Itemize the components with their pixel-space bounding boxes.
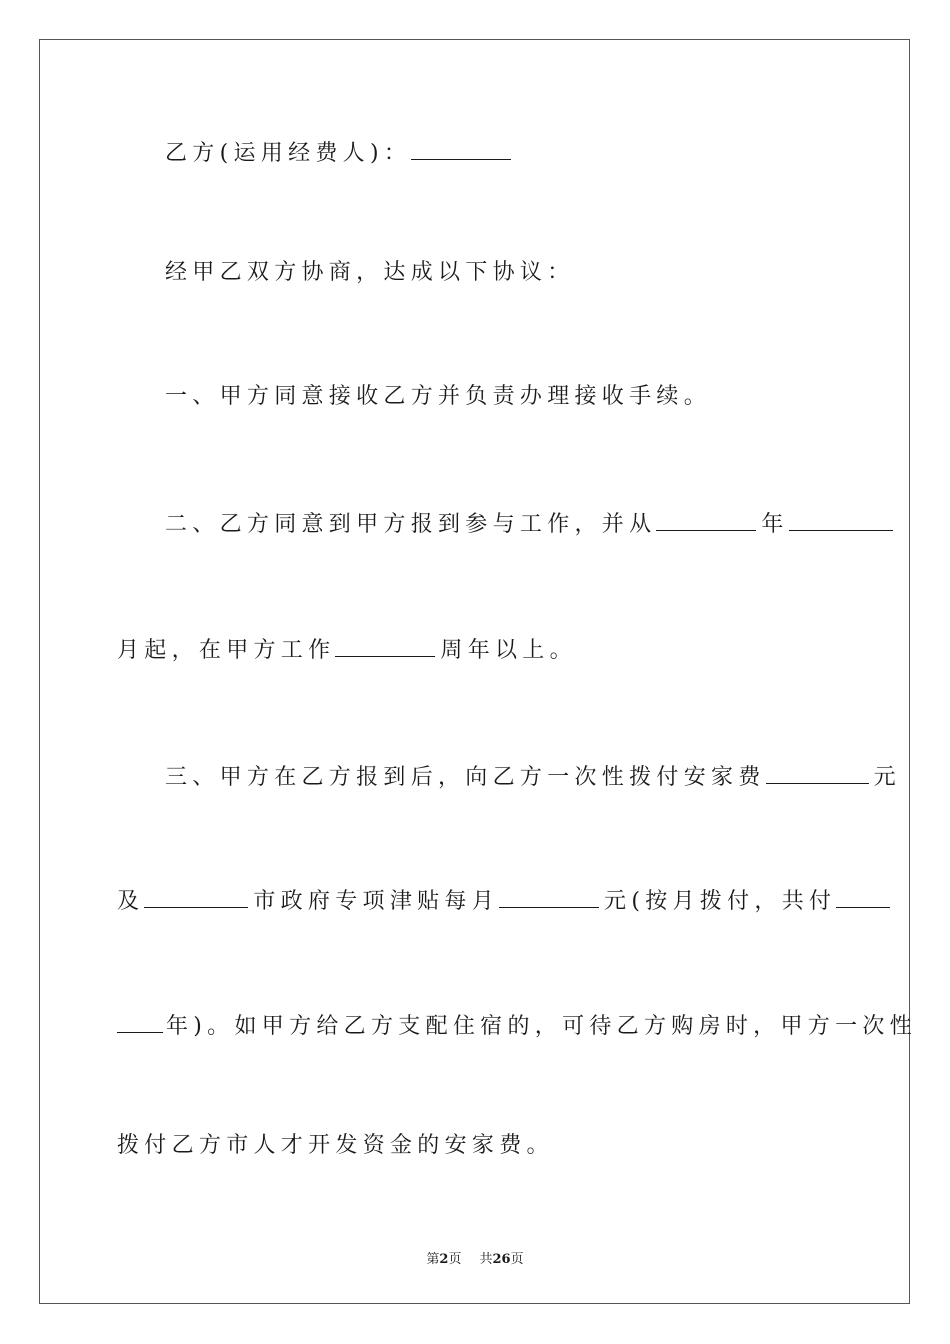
clause-3-line-4: 拨付乙方市人才开发资金的安家费。	[117, 1133, 554, 1158]
settlement-fee-blank	[766, 759, 869, 784]
clause-3-line-2	[117, 883, 890, 917]
page-suffix: 页	[448, 1252, 462, 1267]
monthly-allowance-blank	[499, 883, 599, 908]
clause-2-text-c: 月起，在甲方工作	[117, 638, 336, 663]
page-border	[39, 39, 910, 1304]
clause-2-text-b: 年	[761, 512, 789, 537]
clause-3-text-c: 及	[117, 889, 145, 914]
clause-3-line-3	[117, 1008, 917, 1042]
clause-3-line-1	[165, 759, 901, 793]
clause-2-line-2	[117, 632, 577, 666]
total-pages: 26	[492, 1252, 511, 1267]
clause-2-text-d: 周年以上。	[440, 638, 577, 663]
party-b-line	[165, 135, 516, 169]
party-b-blank	[411, 135, 511, 160]
clause-3-text-a: 三、甲方在乙方报到后，向乙方一次性拨付安家费	[165, 765, 766, 790]
intro-paragraph: 经甲乙双方协商，达成以下协议：	[165, 260, 575, 285]
clause-3-text-b: 元	[873, 765, 901, 790]
page-footer	[0, 1248, 950, 1267]
pay-years-blank-b	[117, 1008, 163, 1033]
start-month-blank	[789, 506, 893, 531]
clause-2-text-a: 二、乙方同意到甲方报到参与工作，并从	[165, 512, 657, 537]
clause-2-line-1	[165, 506, 893, 540]
start-year-blank	[656, 506, 756, 531]
city-blank	[144, 883, 248, 908]
pay-years-blank-a	[836, 883, 890, 908]
clause-3-text-f: 年)。如甲方给乙方支配住宿的，可待乙方购房时，甲方一次性	[166, 1014, 917, 1039]
page-number: 2	[439, 1252, 449, 1267]
clause-1: 一、甲方同意接收乙方并负责办理接收手续。	[165, 384, 712, 409]
party-b-label: 乙方(运用经费人)：	[165, 141, 412, 166]
page-prefix: 第	[426, 1252, 440, 1267]
total-suffix: 页	[510, 1252, 524, 1267]
clause-3-text-e: 元(按月拨付，共付	[604, 889, 837, 914]
clause-3-text-d: 市政府专项津贴每月	[253, 889, 500, 914]
work-years-blank	[335, 632, 435, 657]
total-prefix: 共	[479, 1252, 493, 1267]
